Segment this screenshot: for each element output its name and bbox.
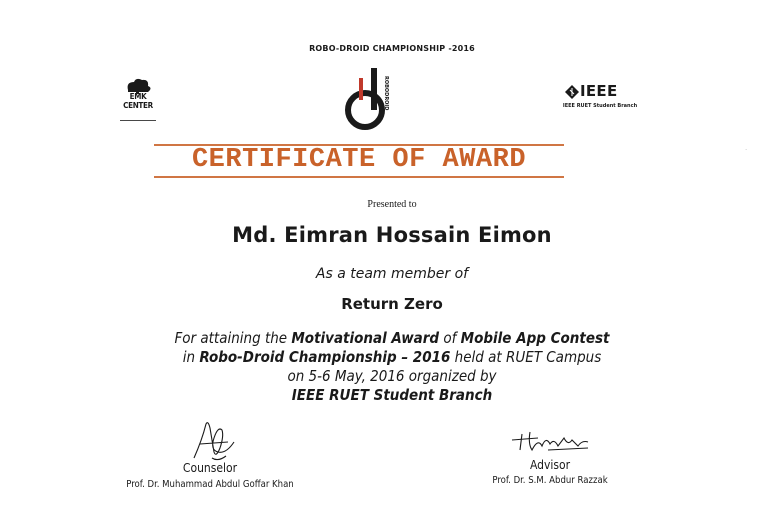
event-header: ROBO-DROID CHAMPIONSHIP -2016 bbox=[309, 44, 475, 53]
body-text: of bbox=[439, 329, 461, 347]
emk-line1: EMK bbox=[129, 92, 147, 101]
advisor-role: Advisor bbox=[529, 458, 571, 472]
robodroid-emblem bbox=[338, 66, 398, 132]
member-line: As a team member of bbox=[315, 266, 469, 282]
advisor-signature bbox=[508, 428, 594, 456]
recipient-name: Md. Eimran Hossain Eimon bbox=[232, 223, 552, 247]
body-line-1 bbox=[0, 329, 784, 347]
ieee-wordmark: IEEE bbox=[580, 82, 618, 100]
team-name: Return Zero bbox=[341, 295, 443, 313]
award-name: Motivational Award bbox=[291, 329, 440, 347]
counselor-name: Prof. Dr. Muhammad Abdul Goffar Khan bbox=[126, 479, 294, 490]
counselor-role: Counselor bbox=[182, 461, 238, 475]
organizer-name: IEEE RUET Student Branch bbox=[291, 386, 493, 404]
robodroid-vertical-text: ROBODROID bbox=[383, 76, 389, 111]
emk-line2: CENTER bbox=[123, 101, 153, 110]
contest-name: Mobile App Contest bbox=[460, 329, 610, 347]
advisor-name: Prof. Dr. S.M. Abdur Razzak bbox=[492, 475, 608, 486]
event-name: Robo-Droid Championship – 2016 bbox=[199, 348, 451, 366]
body-text: For attaining the bbox=[174, 329, 292, 347]
body-text: in bbox=[182, 348, 200, 366]
certificate-title: CERTIFICATE OF AWARD bbox=[191, 145, 527, 175]
body-text: held at RUET Campus bbox=[450, 348, 602, 366]
paper-speck: · bbox=[745, 146, 748, 154]
ieee-subtitle: IEEE RUET Student Branch bbox=[562, 103, 638, 109]
body-line-2 bbox=[0, 348, 784, 366]
counselor-signature bbox=[188, 418, 240, 464]
presented-label: Presented to bbox=[367, 199, 417, 210]
emk-center-wordmark bbox=[116, 92, 160, 110]
body-line-3: on 5-6 May, 2016 organized by bbox=[287, 367, 497, 385]
